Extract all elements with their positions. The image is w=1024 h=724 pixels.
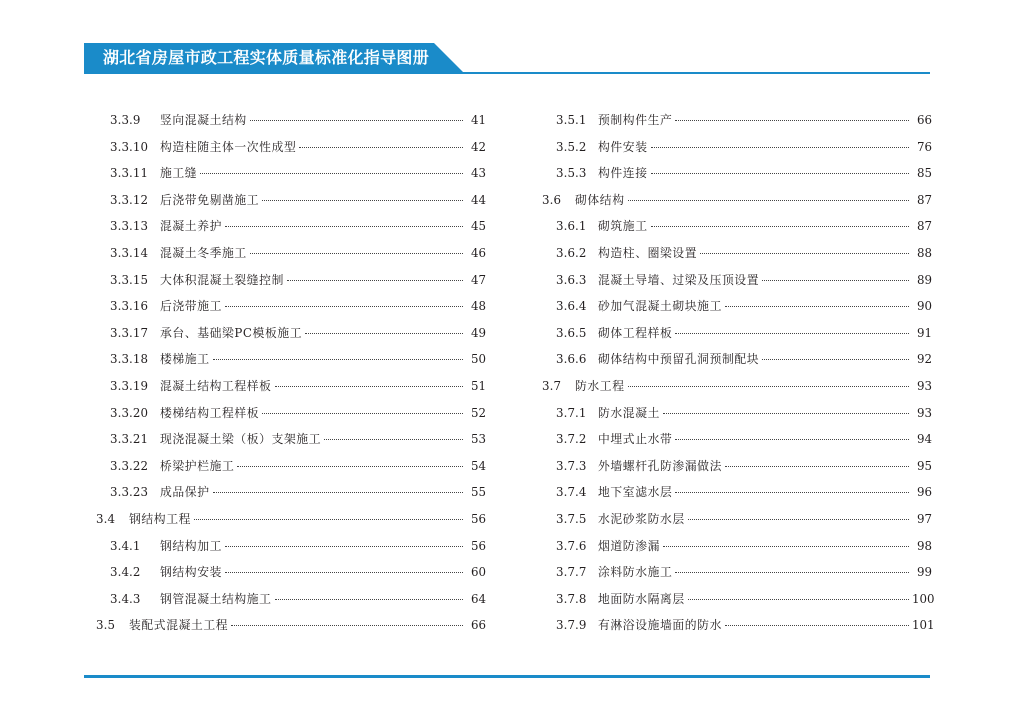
toc-entry-number: 3.3.10 <box>110 139 149 154</box>
toc-entry-title: 混凝土冬季施工 <box>160 245 247 260</box>
toc-entry-page: 41 <box>470 113 486 127</box>
toc-entry-number: 3.7.3 <box>556 458 587 473</box>
toc-entry-page: 46 <box>470 245 486 260</box>
toc-entry-page: 87 <box>916 219 932 234</box>
toc-entry-title: 地面防水隔离层 <box>598 591 685 606</box>
toc-entry-title: 构造柱随主体一次性成型 <box>160 139 297 154</box>
toc-entry-title: 楼梯结构工程样板 <box>160 405 260 420</box>
toc-dot-leader <box>213 359 463 360</box>
toc-entry[interactable] <box>96 453 486 480</box>
toc-entry-number: 3.3.9 <box>110 113 141 127</box>
toc-entry[interactable] <box>542 506 932 533</box>
toc-entry-number: 3.5.2 <box>556 139 587 154</box>
toc-entry-number: 3.3.23 <box>110 485 149 500</box>
toc-entry-number: 3.7.9 <box>556 618 587 633</box>
toc-entry-number: 3.6.2 <box>556 245 587 260</box>
toc-entry-number: 3.5.1 <box>556 113 587 127</box>
toc-dot-leader <box>651 226 909 227</box>
toc-entry-page: 60 <box>470 565 486 580</box>
toc-entry-page: 47 <box>470 272 486 287</box>
toc-entry-title: 防水工程 <box>575 378 625 393</box>
toc-entry[interactable] <box>542 346 932 373</box>
toc-entry[interactable] <box>96 400 486 427</box>
toc-entry-number: 3.7 <box>542 378 562 393</box>
toc-entry[interactable] <box>542 559 932 586</box>
toc-dot-leader <box>262 413 463 414</box>
toc-dot-leader <box>194 519 463 520</box>
toc-entry-title: 大体积混凝土裂缝控制 <box>160 272 284 287</box>
toc-entry-page: 89 <box>916 272 932 287</box>
toc-dot-leader <box>275 386 463 387</box>
toc-entry-title: 钢结构加工 <box>160 538 222 553</box>
toc-entry[interactable] <box>542 320 932 347</box>
toc-entry[interactable] <box>542 400 932 427</box>
toc-entry-number: 3.6 <box>542 192 562 207</box>
toc-entry-page: 54 <box>470 458 486 473</box>
header-rule <box>84 72 930 74</box>
toc-entry-title: 装配式混凝土工程 <box>129 618 229 633</box>
toc-entry-title: 水泥砂浆防水层 <box>598 511 685 526</box>
toc-entry[interactable] <box>96 612 486 639</box>
toc-entry-title: 地下室滤水层 <box>598 485 673 500</box>
toc-dot-leader <box>628 386 909 387</box>
toc-dot-leader <box>762 359 909 360</box>
toc-entry-number: 3.4.1 <box>110 538 141 553</box>
toc-entry-title: 钢结构安装 <box>160 565 222 580</box>
toc-dot-leader <box>275 599 463 600</box>
toc-entry-page: 93 <box>916 405 932 420</box>
toc-entry-page: 88 <box>916 245 932 260</box>
toc-entry-title: 构件安装 <box>598 139 648 154</box>
toc-entry[interactable] <box>96 160 486 187</box>
toc-dot-leader <box>725 306 909 307</box>
toc-entry[interactable] <box>542 453 932 480</box>
toc-entry[interactable] <box>542 213 932 240</box>
toc-entry-number: 3.7.1 <box>556 405 587 420</box>
toc-entry-page: 66 <box>916 113 932 127</box>
toc-entry-page: 49 <box>470 325 486 340</box>
toc-entry-number: 3.6.3 <box>556 272 587 287</box>
toc-dot-leader <box>225 572 463 573</box>
toc-entry-page: 52 <box>470 405 486 420</box>
toc-entry[interactable] <box>542 586 935 613</box>
toc-entry[interactable] <box>96 187 486 214</box>
toc-entry-title: 砌体结构中预留孔洞预制配块 <box>598 352 760 367</box>
toc-dot-leader <box>688 599 909 600</box>
toc-entry-number: 3.3.20 <box>110 405 149 420</box>
toc-entry-title: 混凝土养护 <box>160 219 222 234</box>
toc-entry-title: 涂料防水施工 <box>598 565 673 580</box>
toc-entry[interactable] <box>96 533 486 560</box>
toc-dot-leader <box>250 120 463 121</box>
toc-entry-title: 烟道防渗漏 <box>598 538 660 553</box>
toc-entry-number: 3.6.5 <box>556 325 587 340</box>
toc-entry-page: 85 <box>916 166 932 181</box>
toc-entry[interactable] <box>542 533 932 560</box>
toc-dot-leader <box>225 306 463 307</box>
toc-entry-number: 3.6.4 <box>556 299 587 314</box>
toc-entry-number: 3.3.19 <box>110 378 149 393</box>
toc-entry-page: 87 <box>916 192 932 207</box>
toc-entry[interactable] <box>542 160 932 187</box>
toc-entry-title: 构件连接 <box>598 166 648 181</box>
toc-entry-number: 3.3.14 <box>110 245 149 260</box>
toc-entry-title: 成品保护 <box>160 485 210 500</box>
toc-entry-number: 3.3.21 <box>110 432 149 447</box>
toc-entry[interactable] <box>96 373 486 400</box>
toc-dot-leader <box>663 546 909 547</box>
toc-entry[interactable] <box>96 213 486 240</box>
toc-entry[interactable] <box>542 612 935 639</box>
toc-entry-number: 3.6.1 <box>556 219 587 234</box>
toc-entry-page: 44 <box>470 192 486 207</box>
toc-entry[interactable] <box>542 479 932 506</box>
toc-entry-title: 楼梯施工 <box>160 352 210 367</box>
toc-dot-leader <box>725 466 909 467</box>
toc-entry-title: 混凝土导墙、过梁及压顶设置 <box>598 272 760 287</box>
toc-entry-page: 50 <box>470 352 486 367</box>
toc-entry-page: 96 <box>916 485 932 500</box>
toc-entry-page: 53 <box>470 432 486 447</box>
toc-entry-title: 有淋浴设施墙面的防水 <box>598 618 722 633</box>
toc-entry-number: 3.7.7 <box>556 565 587 580</box>
toc-entry[interactable] <box>96 134 486 161</box>
toc-entry-title: 钢管混凝土结构施工 <box>160 591 272 606</box>
toc-entry-number: 3.7.5 <box>556 511 587 526</box>
toc-entry-title: 后浇带免剔凿施工 <box>160 192 260 207</box>
toc-entry-number: 3.6.6 <box>556 352 587 367</box>
toc-entry-title: 桥梁护栏施工 <box>160 458 235 473</box>
toc-entry[interactable] <box>542 240 932 267</box>
toc-entry[interactable] <box>96 426 486 453</box>
toc-entry-page: 51 <box>470 378 486 393</box>
toc-entry[interactable] <box>542 293 932 320</box>
toc-entry-page: 92 <box>916 352 932 367</box>
toc-dot-leader <box>324 439 463 440</box>
toc-entry-number: 3.7.8 <box>556 591 587 606</box>
toc-entry-page: 101 <box>912 618 935 633</box>
toc-entry-number: 3.3.17 <box>110 325 149 340</box>
toc-entry-title: 承台、基础梁PC模板施工 <box>160 325 303 340</box>
toc-entry-page: 76 <box>916 139 932 154</box>
toc-entry[interactable] <box>96 479 486 506</box>
toc-dot-leader <box>213 492 463 493</box>
toc-entry-title: 砌体结构 <box>575 192 625 207</box>
toc-entry-page: 95 <box>916 458 932 473</box>
toc-entry-page: 66 <box>470 618 486 633</box>
toc-entry-page: 100 <box>912 591 935 606</box>
toc-dot-leader <box>287 280 463 281</box>
toc-entry-number: 3.5 <box>96 618 116 633</box>
toc-entry-page: 91 <box>916 325 932 340</box>
toc-dot-leader <box>700 253 909 254</box>
toc-entry-number: 3.7.6 <box>556 538 587 553</box>
toc-dot-leader <box>262 200 463 201</box>
toc-entry-number: 3.3.13 <box>110 219 149 234</box>
toc-dot-leader <box>675 492 909 493</box>
toc-entry-number: 3.3.12 <box>110 192 149 207</box>
toc-entry[interactable] <box>542 267 932 294</box>
toc-entry[interactable] <box>96 240 486 267</box>
footer-rule <box>84 675 930 678</box>
toc-entry-number: 3.4 <box>96 511 116 526</box>
toc-dot-leader <box>651 173 909 174</box>
toc-entry-title: 混凝土结构工程样板 <box>160 378 272 393</box>
toc-entry-number: 3.7.2 <box>556 432 587 447</box>
toc-entry-title: 构造柱、圈梁设置 <box>598 245 698 260</box>
toc-entry[interactable] <box>542 134 932 161</box>
toc-entry-number: 3.5.3 <box>556 166 587 181</box>
toc-entry-page: 45 <box>470 219 486 234</box>
toc-entry[interactable] <box>96 293 486 320</box>
toc-entry[interactable] <box>96 586 486 613</box>
toc-entry-number: 3.3.18 <box>110 352 149 367</box>
toc-entry-title: 防水混凝土 <box>598 405 660 420</box>
toc-dot-leader <box>675 439 909 440</box>
toc-dot-leader <box>688 519 909 520</box>
toc-entry-title: 现浇混凝土梁（板）支架施工 <box>160 432 322 447</box>
toc-entry-page: 93 <box>916 378 932 393</box>
toc-entry-number: 3.3.15 <box>110 272 149 287</box>
toc-dot-leader <box>250 253 463 254</box>
toc-entry-page: 48 <box>470 299 486 314</box>
toc-entry-page: 43 <box>470 166 486 181</box>
toc-dot-leader <box>628 200 909 201</box>
toc-entry-title: 竖向混凝土结构 <box>160 113 247 127</box>
toc-entry-page: 94 <box>916 432 932 447</box>
toc-entry[interactable] <box>96 107 486 134</box>
toc-entry-number: 3.3.11 <box>110 166 149 181</box>
toc-dot-leader <box>305 333 463 334</box>
toc-entry-title: 后浇带施工 <box>160 299 222 314</box>
toc-entry-page: 98 <box>916 538 932 553</box>
toc-dot-leader <box>675 333 909 334</box>
toc-dot-leader <box>651 147 909 148</box>
toc-dot-leader <box>762 280 909 281</box>
toc-entry-number: 3.3.16 <box>110 299 149 314</box>
toc-dot-leader <box>200 173 463 174</box>
toc-entry[interactable] <box>542 107 932 134</box>
toc-entry-number: 3.3.22 <box>110 458 149 473</box>
toc-dot-leader <box>663 413 909 414</box>
toc-entry[interactable] <box>96 506 486 533</box>
toc-entry-title: 砌筑施工 <box>598 219 648 234</box>
toc-entry-number: 3.7.4 <box>556 485 587 500</box>
toc-dot-leader <box>675 120 909 121</box>
toc-entry[interactable] <box>542 373 932 400</box>
toc-entry-title: 钢结构工程 <box>129 511 191 526</box>
toc-dot-leader <box>231 625 463 626</box>
toc-entry-page: 56 <box>470 538 486 553</box>
toc-dot-leader <box>299 147 463 148</box>
toc-dot-leader <box>725 625 909 626</box>
toc-dot-leader <box>225 226 463 227</box>
toc-entry[interactable] <box>96 267 486 294</box>
toc-entry-page: 97 <box>916 511 932 526</box>
toc-dot-leader <box>675 572 909 573</box>
toc-entry-title: 砌体工程样板 <box>598 325 673 340</box>
toc-entry[interactable] <box>96 559 486 586</box>
toc-entry-page: 99 <box>916 565 932 580</box>
toc-entry-page: 55 <box>470 485 486 500</box>
toc-entry-page: 64 <box>470 591 486 606</box>
toc-entry-number: 3.4.3 <box>110 591 141 606</box>
document-title: 湖北省房屋市政工程实体质量标准化指导图册 <box>103 48 430 67</box>
toc-entry-page: 42 <box>470 139 486 154</box>
toc-entry[interactable] <box>542 426 932 453</box>
toc-entry[interactable] <box>96 320 486 347</box>
toc-entry-title: 外墙螺杆孔防渗漏做法 <box>598 458 722 473</box>
toc-dot-leader <box>237 466 463 467</box>
toc-entry-title: 预制构件生产 <box>598 113 673 127</box>
toc-right-column <box>542 107 935 639</box>
toc-entry[interactable] <box>542 187 932 214</box>
toc-entry[interactable] <box>96 346 486 373</box>
toc-entry-page: 56 <box>470 511 486 526</box>
toc-entry-number: 3.4.2 <box>110 565 141 580</box>
toc-entry-title: 中埋式止水带 <box>598 432 673 447</box>
toc-dot-leader <box>225 546 463 547</box>
toc-entry-title: 砂加气混凝土砌块施工 <box>598 299 722 314</box>
toc-entry-title: 施工缝 <box>160 166 198 181</box>
toc-left-column <box>96 107 486 639</box>
toc-entry-page: 90 <box>916 299 932 314</box>
